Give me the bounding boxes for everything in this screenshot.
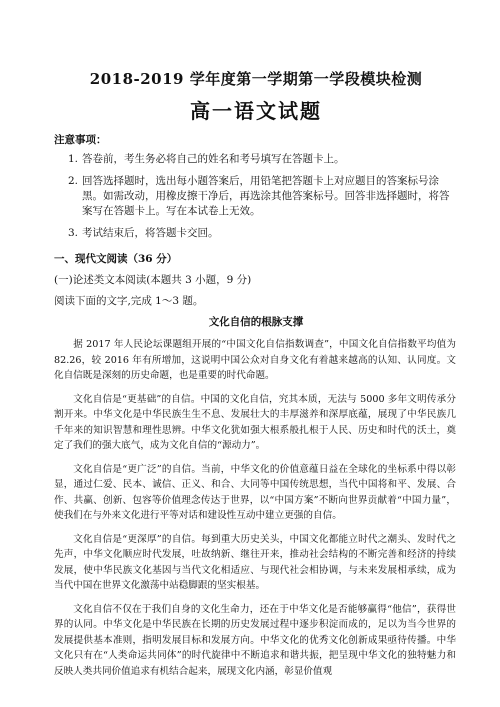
sub-section-heading: (一)论述类文本阅读(本题共 3 小题，9 分) bbox=[54, 274, 252, 286]
subject-title: 高一语文试题 bbox=[190, 99, 322, 123]
article-title: 文化自信的根脉支撑 bbox=[208, 316, 304, 328]
article-paragraph: 据 2017 年人民论坛课题组开展的“中国文化自信指数调查”，中国文化自信指数平均值为 82.26，较 2016 年有所增加，这说明中国公众对自身文化有着越来越高的认知、认同度。文化自信既是深刻的历史命题，也是重要的时代命题。 bbox=[54, 339, 456, 381]
notice-list bbox=[56, 152, 456, 241]
exam-title: 2018-2019 学年度第一学期第一学段模块检测 bbox=[89, 70, 423, 88]
notice-item-number: 3. bbox=[67, 227, 78, 239]
article-paragraph: 文化自信是“更深厚”的自信。每到重大历史关头，中国文化都能立时代之潮头、发时代之先声，中华文化顺应时代发展，吐故纳新、继往开来，推动社会结构的不断完善和经济的持续发展，使中华民族文化基因与当代文化相适应、与现代社会相协调，与未来发展相承续，成为当代中国在世界文化激荡中站稳脚跟的坚实根基。 bbox=[54, 533, 456, 591]
section-heading: 一、现代文阅读（36 分） bbox=[54, 253, 178, 265]
notice-item bbox=[56, 226, 456, 241]
notice-heading: 注意事项： bbox=[54, 134, 107, 146]
notice-item bbox=[56, 174, 456, 219]
notice-item-number: 2. bbox=[67, 175, 78, 187]
notice-item bbox=[56, 152, 456, 167]
reading-instruction: 阅读下面的文字,完成 1～3 题。 bbox=[54, 295, 204, 307]
article-paragraph: 文化自信是“更基础”的自信。中国的文化自信，究其本质，无法与 5000 多年文明传承分割开来。中华文化是中华民族生生不息、发展壮大的丰厚滋养和深厚底蕴，展现了中华民族几千年来的知识智慧和理性思辨。中华文化犹如强大根系般扎根于人民、历史和时代的沃土，奠定了我们的强大底气，成为文化自信的“源动力”。 bbox=[54, 393, 456, 451]
notice-item-number: 1. bbox=[67, 153, 78, 165]
notice-item-text: 回答选择题时，选出每小题答案后，用铅笔把答题卡上对应题目的答案标号涂黑。如需改动，用橡皮擦干净后，再选涂其他答案标号。回答非选择题时，将答案写在答题卡上。写在本试卷上无效。 bbox=[82, 175, 450, 217]
article-paragraph: 文化自信是“更广泛”的自信。当前，中华文化的价值意蕴日益在全球化的坐标系中得以彰显，通过仁爱、民本、诚信、正义、和合、大同等中国传统思想，当代中国将和平、发展、合作、共赢、创新、包容等价值理念传达于世界，以“中国方案”不断向世界贡献着“中国力量”，使我们在与外来文化进行平等对话和建设性互动中建立更强的自信。 bbox=[54, 463, 456, 521]
article-paragraph: 文化自信不仅在于我们自身的文化生命力，还在于中华文化是否能够赢得“他信”，获得世界的认同。中华文化是中华民族在长期的历史发展过程中逐步积淀而成的，足以为当今世界的发展提供基本准则，指明发展目标和发展方向。中华文化的优秀文化创新成果亟待传播。中华文化只有在“人类命运共同体”的时代旋律中不断追求和谐共振，把呈现中华文化的独特魅力和反映人类共同价值追求有机结合起来，展现文化内涵，彰显价值观 bbox=[54, 603, 456, 677]
notice-item-text: 考试结束后，将答题卡交回。 bbox=[82, 227, 219, 239]
notice-item-text: 答卷前，考生务必将自己的姓名和考号填写在答题卡上。 bbox=[82, 153, 345, 165]
